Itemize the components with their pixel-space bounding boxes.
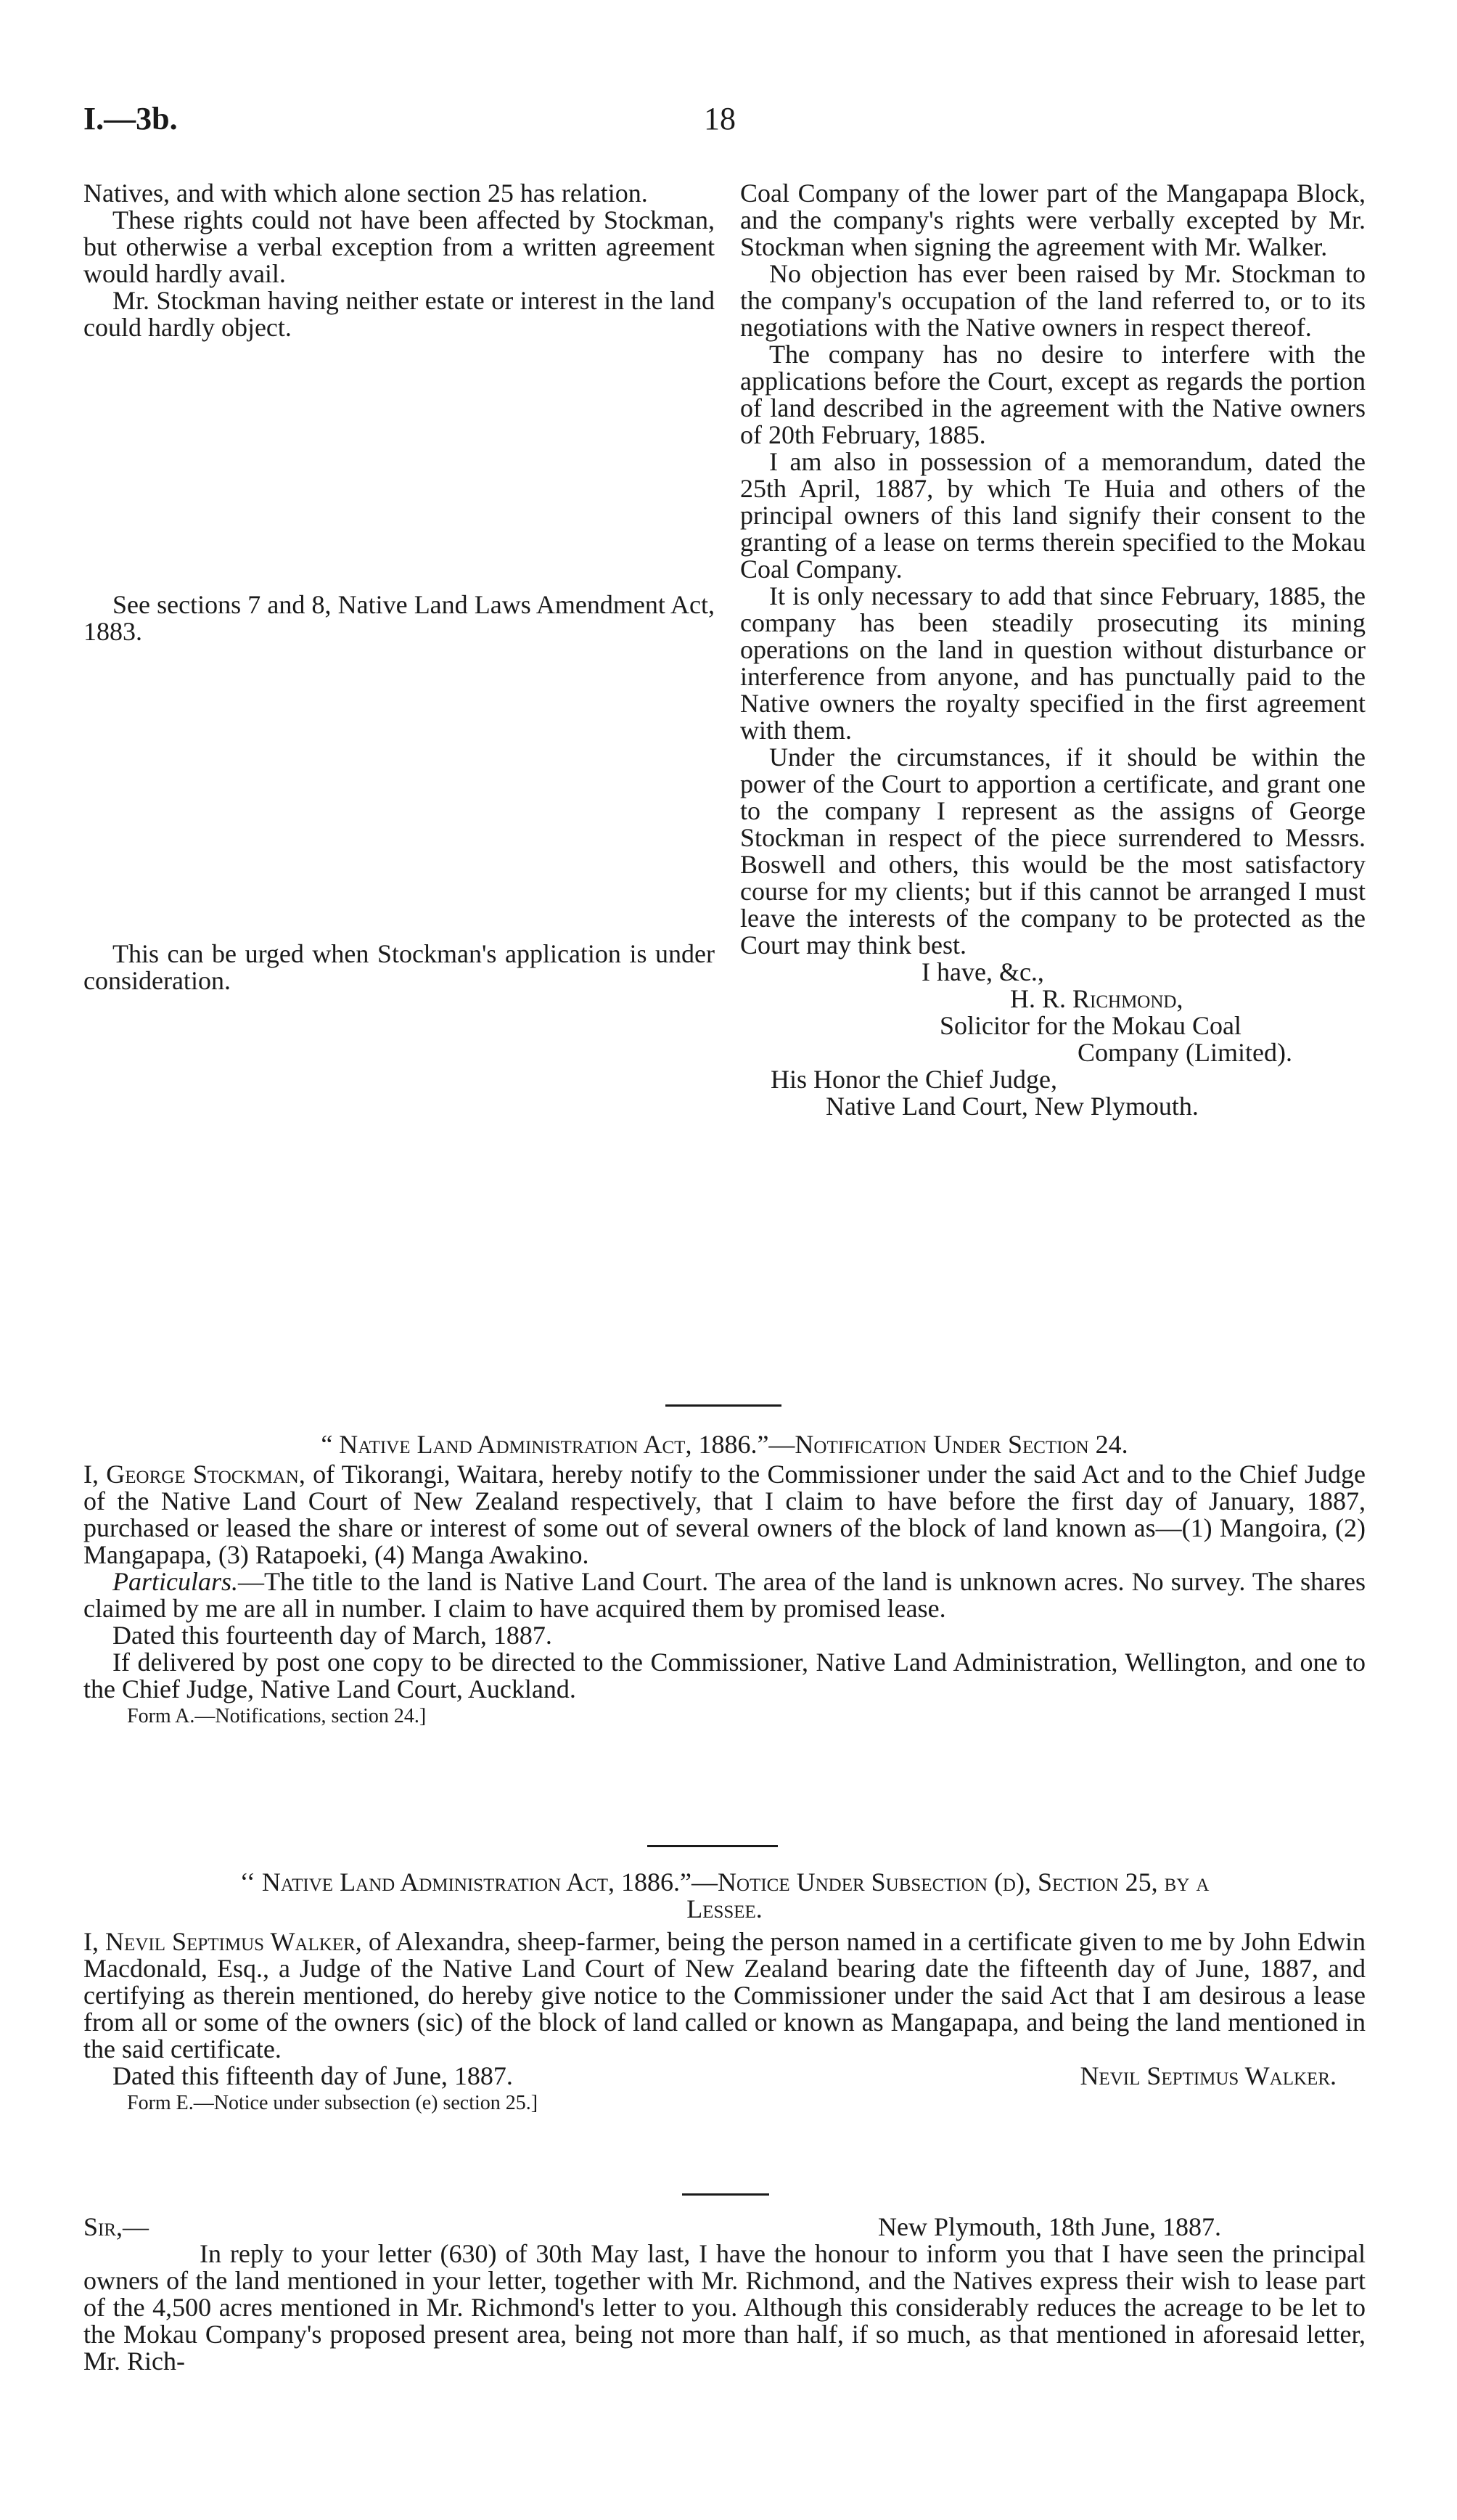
section-divider: [647, 1845, 778, 1847]
margin-note-urged: This can be urged when Stockman's application is under consideration.: [83, 939, 715, 995]
document-reference: I.—3b.: [83, 101, 178, 136]
form-note: Form A.—Notifications, section 24.]: [127, 1705, 427, 1727]
notice-heading: ‘‘ Native Land Administration Act, 1886.”—Notice Under Subsection (d), Section 25, by a: [239, 1868, 1210, 1897]
closing: I have, &c.,: [922, 957, 1044, 986]
form-note: Form E.—Notice under subsection (e) section 25.]: [127, 2092, 538, 2114]
notification-delivery: If delivered by post one copy to be directed to the Commissioner, Native Land Administration, Wellington, and one to the Chief Judge, Native Land Court, Auckland.: [83, 1648, 1366, 1703]
section-divider: [682, 2193, 769, 2196]
notification-heading: “ Native Land Administration Act, 1886.”—Notification Under Section 24.: [321, 1430, 1128, 1459]
letter-header-row: [83, 2214, 1366, 2241]
signatory: H. R. Richmond,: [1010, 984, 1183, 1013]
section-divider: [665, 1404, 781, 1407]
signatory-title: Solicitor for the Mokau Coal: [940, 1011, 1241, 1040]
notice-section-25: [83, 1869, 1366, 2116]
letter-salutation: Sir,—: [83, 2212, 149, 2241]
notice-dated-row: [83, 2063, 1366, 2090]
addressee: Native Land Court, New Plymouth.: [826, 1092, 1199, 1121]
addressee: His Honor the Chief Judge,: [771, 1065, 1057, 1094]
signatory-title: Company (Limited).: [1078, 1038, 1292, 1067]
right-paragraph: It is only necessary to add that since February, 1885, the company has been steadily prosecuting its mining operations on the land in question without disturbance or interference from anyone, and has punctually paid to the Native owners the royalty specified in the first agreement with them.: [740, 581, 1366, 745]
left-column: [83, 180, 715, 341]
right-column: [740, 180, 1366, 1120]
notification-particulars: Particulars.—The title to the land is Native Land Court. The area of the land is unknown acres. No survey. The shares claimed by me are all in number. I claim to have acquired them by promised lease.: [83, 1567, 1366, 1623]
right-paragraph: Under the circumstances, if it should be within the power of the Court to apportion a certificate, and grant one to the company I represent as the assigns of George Stockman in respect of the piece surrendered to Messrs. Boswell and others, this would be the most satisfactory course for my clients; but if this cannot be arranged I must leave the interests of the company to be protected as the Court may think best.: [740, 742, 1366, 960]
right-paragraph: Coal Company of the lower part of the Mangapapa Block, and the company's rights were verbally excepted by Mr. Stockman when signing the agreement with Mr. Walker.: [740, 179, 1366, 261]
right-paragraph: No objection has ever been raised by Mr. Stockman to the company's occupation of the land referred to, or to its negotiations with the Native owners in respect thereof.: [740, 259, 1366, 342]
notification-intro: I, George Stockman, of Tikorangi, Waitara, hereby notify to the Commissioner under the said Act and to the Chief Judge of the Native Land Court of New Zealand respectively, that I claim to have before the first day of January, 1887, purchased or leased the share or interest of some out of several owners of the block of land known as—(1) Mangoira, (2) Mangapapa, (3) Ratapoeki, (4) Manga Awakino.: [83, 1460, 1366, 1569]
notification-dated: Dated this fourteenth day of March, 1887.: [112, 1621, 552, 1650]
letter-place-date: New Plymouth, 18th June, 1887.: [878, 2212, 1221, 2241]
notice-intro: I, Nevil Septimus Walker, of Alexandra, sheep-farmer, being the person named in a certificate given to me by John Edwin Macdonald, Esq., a Judge of the Native Land Court of New Zealand bearing date the fifteenth day of June, 1887, and certifying as therein mentioned, do hereby give notice to the Commissioner under the said Act that I am desirous a lease from all or some of the owners (sic) of the block of land called or known as Mangapapa, and being the land mentioned in the said certificate.: [83, 1927, 1366, 2063]
left-paragraph: These rights could not have been affected by Stockman, but otherwise a verbal exception from a written agreement would hardly avail.: [83, 205, 715, 288]
margin-note-sections: See sections 7 and 8, Native Land Laws Amendment Act, 1883.: [83, 590, 715, 646]
page-number: 18: [704, 101, 736, 136]
letter: [83, 2214, 1366, 2375]
notice-dated: Dated this fifteenth day of June, 1887.: [112, 2061, 513, 2090]
notice-signature: Nevil Septimus Walker.: [1080, 2061, 1337, 2090]
right-paragraph: I am also in possession of a memorandum, dated the 25th April, 1887, by which Te Huia and others of the principal owners of this land signify their consent to the granting of a lease on terms therein specified to the Mokau Coal Company.: [740, 447, 1366, 584]
left-paragraph: Mr. Stockman having neither estate or interest in the land could hardly object.: [83, 286, 715, 342]
letter-body: In reply to your letter (630) of 30th May last, I have the honour to inform you that I have seen the principal owners of the land mentioned in your letter, together with Mr. Richmond, and the Natives express their wish to lease part of the 4,500 acres mentioned in Mr. Richmond's letter to you. Although this considerably reduces the acreage to be let to the Mokau Company's proposed present area, being not more than half, if so much, as that mentioned in aforesaid letter, Mr. Rich-: [83, 2239, 1366, 2376]
right-paragraph: The company has no desire to interfere with the applications before the Court, except as regards the portion of land described in the agreement with the Native owners of 20th February, 1885.: [740, 340, 1366, 449]
notification-section-24: [83, 1431, 1366, 1730]
left-paragraph: Natives, and with which alone section 25 has relation.: [83, 179, 648, 208]
notice-heading: Lessee.: [686, 1894, 763, 1923]
